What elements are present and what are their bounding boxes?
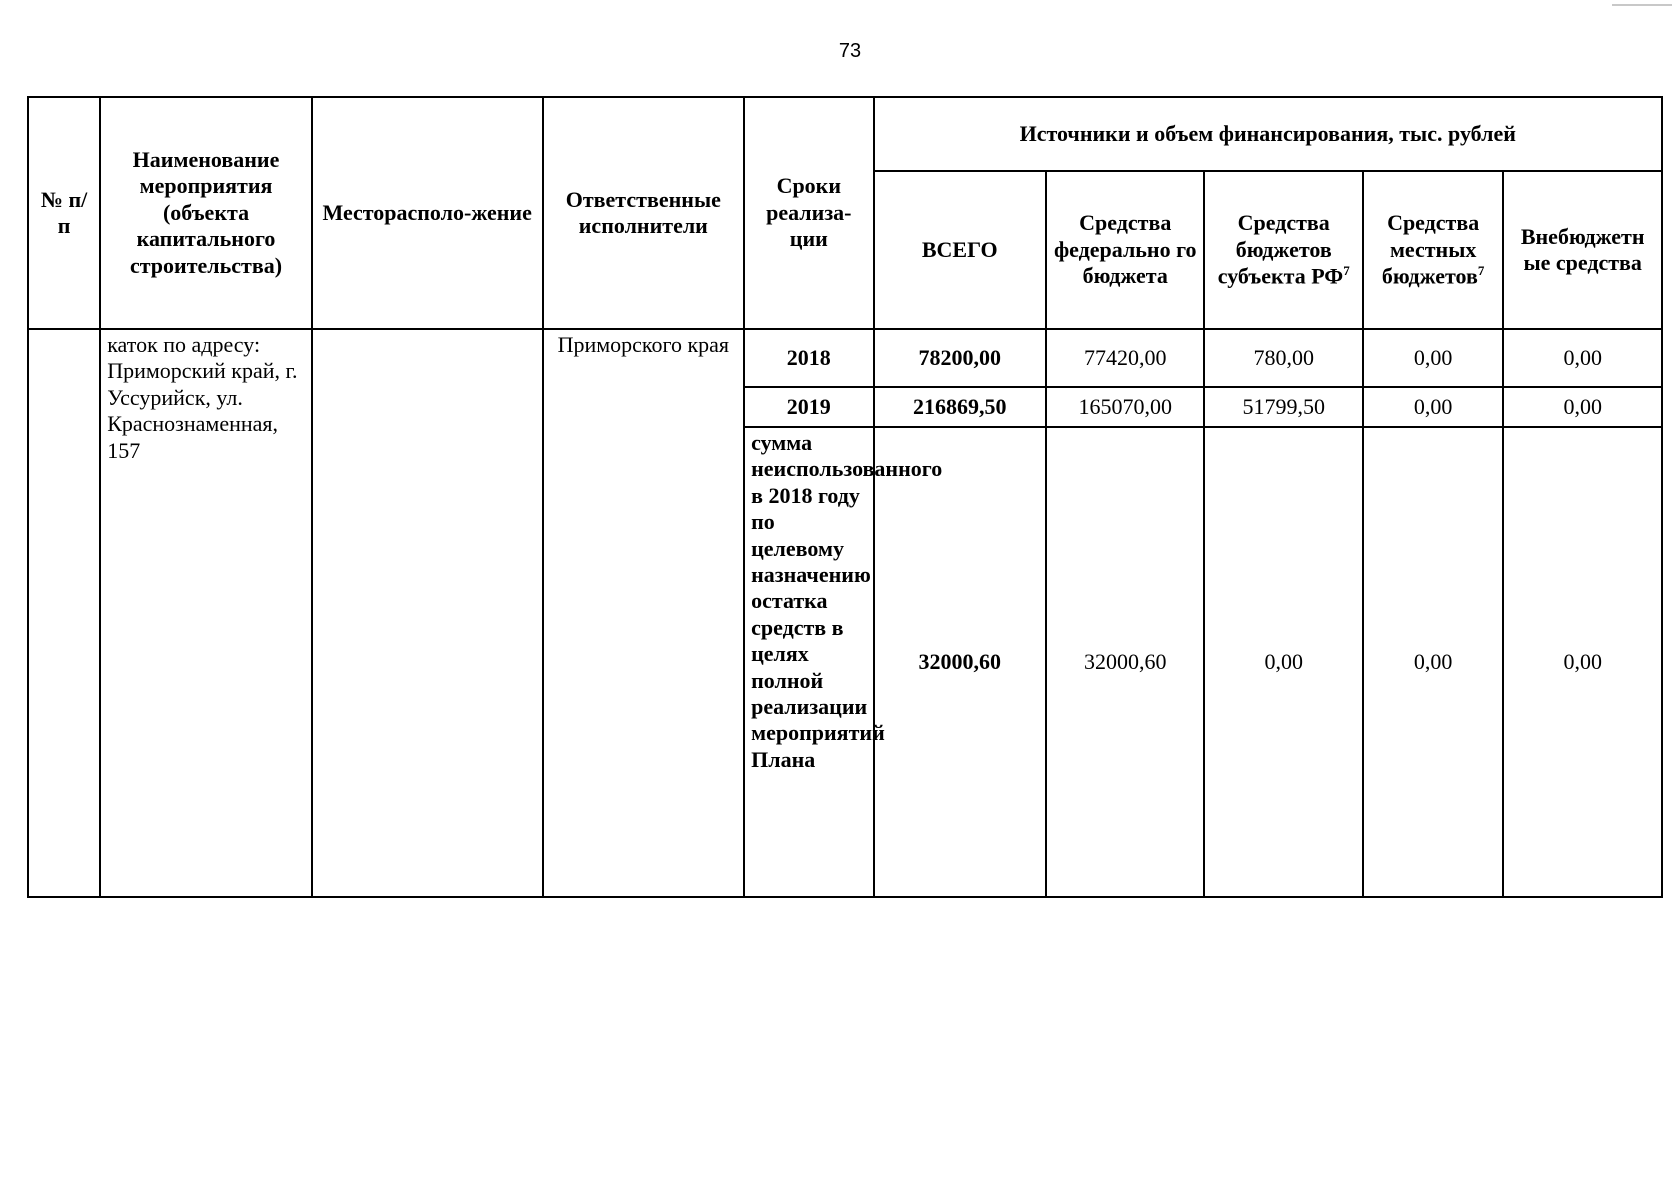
cell-executors: Приморского края	[543, 329, 745, 897]
cell-subject: 0,00	[1204, 427, 1362, 897]
cell-federal: 32000,60	[1046, 427, 1204, 897]
header-executors: Ответственные исполнители	[543, 97, 745, 329]
cell-subject: 780,00	[1204, 329, 1362, 387]
cell-total: 78200,00	[874, 329, 1047, 387]
cell-term-note: сумма неиспользованного в 2018 году по целевому назначению остатка средств в целях полной реализации мероприятий Плана	[744, 427, 873, 897]
financing-table	[27, 96, 1663, 898]
header-num: № п/п	[28, 97, 100, 329]
header-name: Наименование мероприятия (объекта капитального строительства)	[100, 97, 312, 329]
header-financing-group: Источники и объем финансирования, тыс. рублей	[874, 97, 1663, 171]
cell-num	[28, 329, 100, 897]
header-local	[1363, 171, 1503, 329]
cell-total: 216869,50	[874, 387, 1047, 427]
scan-mark	[1612, 4, 1672, 6]
footnote-mark: 7	[1343, 263, 1350, 279]
cell-local: 0,00	[1363, 387, 1503, 427]
header-subject	[1204, 171, 1362, 329]
cell-local: 0,00	[1363, 427, 1503, 897]
cell-location	[312, 329, 543, 897]
cell-offbudget: 0,00	[1503, 387, 1662, 427]
table-row	[28, 329, 1662, 387]
cell-subject: 51799,50	[1204, 387, 1362, 427]
page-number: 73	[838, 40, 862, 62]
cell-name: каток по адресу: Приморский край, г. Уссурийск, ул. Краснознаменная, 157	[100, 329, 312, 897]
cell-federal: 77420,00	[1046, 329, 1204, 387]
header-subject-label: Средства бюджетов субъекта РФ	[1217, 210, 1344, 289]
header-offbudget: Внебюджетн ые средства	[1503, 171, 1662, 329]
cell-term: 2018	[744, 329, 873, 387]
header-total: ВСЕГО	[874, 171, 1047, 329]
header-location: Месторасполо-жение	[312, 97, 543, 329]
header-local-label: Средства местных бюджетов	[1381, 210, 1480, 289]
cell-local: 0,00	[1363, 329, 1503, 387]
cell-federal: 165070,00	[1046, 387, 1204, 427]
cell-offbudget: 0,00	[1503, 329, 1662, 387]
cell-offbudget: 0,00	[1503, 427, 1662, 897]
header-federal: Средства федерально го бюджета	[1046, 171, 1204, 329]
cell-total: 32000,60	[874, 427, 1047, 897]
cell-term: 2019	[744, 387, 873, 427]
footnote-mark: 7	[1477, 263, 1485, 279]
header-terms: Сроки реализа-ции	[744, 97, 873, 329]
